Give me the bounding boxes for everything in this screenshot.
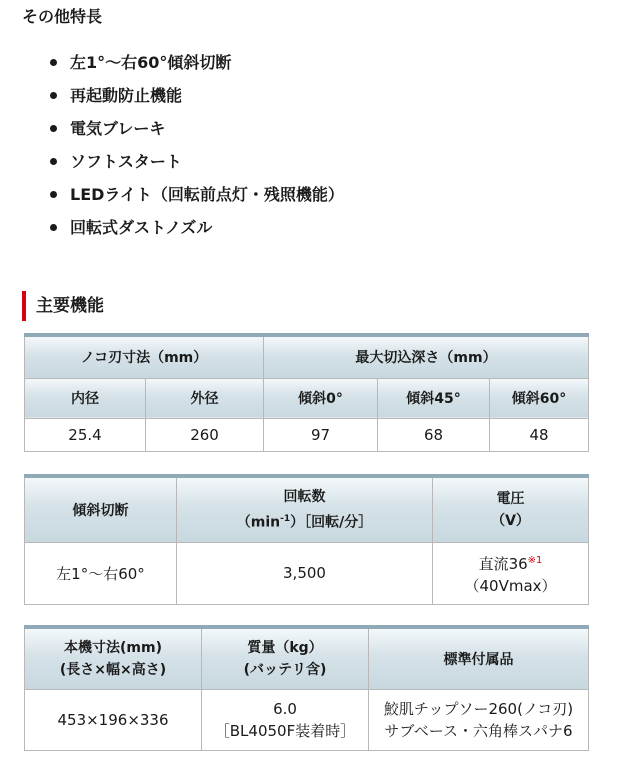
other-features-heading: その他特長 bbox=[22, 7, 103, 26]
tilt-45-header: 傾斜45° bbox=[378, 378, 490, 418]
main-functions-heading: 主要機能 bbox=[22, 291, 104, 321]
feature-list bbox=[46, 46, 344, 244]
feature-item: 再起動防止機能 bbox=[46, 79, 344, 112]
tilt-0-value: 97 bbox=[264, 418, 378, 451]
max-depth-header: 最大切込深さ（mm） bbox=[264, 335, 589, 378]
bevel-cut-header: 傾斜切断 bbox=[25, 476, 177, 542]
dimensions-value: 453×196×336 bbox=[25, 689, 202, 750]
blade-depth-table bbox=[24, 333, 589, 452]
tilt-60-header: 傾斜60° bbox=[490, 378, 589, 418]
mass-value: 6.0 ［BL4050F装着時］ bbox=[202, 689, 369, 750]
tilt-45-value: 68 bbox=[378, 418, 490, 451]
bevel-cut-value: 左1°〜右60° bbox=[25, 542, 177, 604]
bullet-icon bbox=[50, 224, 57, 231]
bullet-icon bbox=[50, 191, 57, 198]
feature-item: 電気ブレーキ bbox=[46, 112, 344, 145]
feature-item: 左1°〜右60°傾斜切断 bbox=[46, 46, 344, 79]
accessories-header: 標準付属品 bbox=[369, 627, 589, 689]
voltage-value: 直流36$^{※1}$ （40Vmax） bbox=[433, 542, 589, 604]
rotation-speed-value: 3,500 bbox=[177, 542, 433, 604]
bullet-icon bbox=[50, 158, 57, 165]
blade-size-header: ノコ刃寸法（mm） bbox=[25, 335, 264, 378]
inner-diameter-value: 25.4 bbox=[25, 418, 146, 451]
bullet-icon bbox=[50, 125, 57, 132]
feature-item: ソフトスタート bbox=[46, 145, 344, 178]
accessories-value: 鮫肌チップソー260(ノコ刃) サブベース・六角棒スパナ6 bbox=[369, 689, 589, 750]
voltage-header: 電圧 （V） bbox=[433, 476, 589, 542]
rotation-speed-header: 回転数 $(\min^{-1})[$回転/分］ bbox=[177, 476, 433, 542]
dimensions-header: 本機寸法(mm) (長さ×幅×高さ) bbox=[25, 627, 202, 689]
speed-voltage-table bbox=[24, 474, 589, 605]
bullet-icon bbox=[50, 92, 57, 99]
feature-item: 回転式ダストノズル bbox=[46, 211, 344, 244]
outer-diameter-value: 260 bbox=[146, 418, 264, 451]
mass-header: 質量（kg） (バッテリ含) bbox=[202, 627, 369, 689]
bullet-icon bbox=[50, 59, 57, 66]
outer-diameter-header: 外径 bbox=[146, 378, 264, 418]
tilt-0-header: 傾斜0° bbox=[264, 378, 378, 418]
inner-diameter-header: 内径 bbox=[25, 378, 146, 418]
tilt-60-value: 48 bbox=[490, 418, 589, 451]
footnote-mark: ※1 bbox=[527, 554, 543, 566]
dimensions-table bbox=[24, 625, 589, 751]
feature-item: LEDライト（回転前点灯・残照機能） bbox=[46, 178, 344, 211]
